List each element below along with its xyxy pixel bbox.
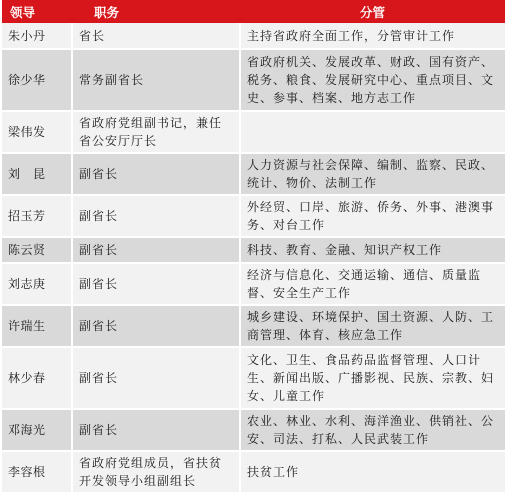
table-row [2, 347, 505, 409]
leader-duties: 经济与信息化、交通运输、通信、质量监督、安全生产工作 [240, 263, 505, 305]
header-name: 领导 [2, 0, 72, 23]
table-row [2, 451, 505, 493]
leader-duties: 扶贫工作 [240, 451, 505, 493]
leader-name: 招玉芳 [2, 195, 72, 237]
leader-name: 邓海光 [2, 409, 72, 451]
leader-name: 林少春 [2, 347, 72, 409]
leader-duties: 人力资源与社会保障、编制、监察、民政、统计、物价、法制工作 [240, 153, 505, 195]
table-header-row [2, 0, 505, 23]
leader-name: 徐少华 [2, 49, 72, 111]
table-row [2, 111, 505, 153]
leader-position: 副省长 [72, 153, 240, 195]
leader-position: 省政府党组成员，省扶贫开发领导小组副组长 [72, 451, 240, 493]
leader-duties: 科技、教育、金融、知识产权工作 [240, 237, 505, 263]
table-row [2, 237, 505, 263]
leaders-table-container [2, 0, 505, 498]
table-row [2, 409, 505, 451]
leader-position: 副省长 [72, 195, 240, 237]
header-position: 职务 [72, 0, 240, 23]
leader-position: 省政府党组副书记，兼任省公安厅厅长 [72, 111, 240, 153]
leader-duties: 省政府机关、发展改革、财政、国有资产、税务、粮食、发展研究中心、重点项目、文史、参事、档案、地方志工作 [240, 49, 505, 111]
leader-position: 副省长 [72, 305, 240, 347]
leader-position: 副省长 [72, 263, 240, 305]
leader-duties: 农业、林业、水利、海洋渔业、供销社、公安、司法、打私、人民武装工作 [240, 409, 505, 451]
leader-name: 刘志庚 [2, 263, 72, 305]
leader-name: 朱小丹 [2, 23, 72, 49]
leader-duties: 主持省政府全面工作，分管审计工作 [240, 23, 505, 49]
table-row [2, 49, 505, 111]
leader-duties: 文化、卫生、食品药品监督管理、人口计生、新闻出版、广播影视、民族、宗教、妇女、儿童工作 [240, 347, 505, 409]
table-row [2, 263, 505, 305]
leader-position: 省长 [72, 23, 240, 49]
header-duties: 分管 [240, 0, 505, 23]
table-row [2, 153, 505, 195]
table-row [2, 195, 505, 237]
leader-duties: 外经贸、口岸、旅游、侨务、外事、港澳事务、对台工作 [240, 195, 505, 237]
leader-duties [240, 111, 505, 153]
leader-position: 副省长 [72, 347, 240, 409]
leader-name: 李容根 [2, 451, 72, 493]
table-row [2, 23, 505, 49]
leader-position: 副省长 [72, 409, 240, 451]
leader-position: 副省长 [72, 237, 240, 263]
leader-name: 许瑞生 [2, 305, 72, 347]
leader-position: 常务副省长 [72, 49, 240, 111]
leaders-duties-table [2, 0, 505, 494]
leader-name: 梁伟发 [2, 111, 72, 153]
leader-name: 陈云贤 [2, 237, 72, 263]
table-row [2, 305, 505, 347]
leader-name: 刘 昆 [2, 153, 72, 195]
leader-duties: 城乡建设、环境保护、国土资源、人防、工商管理、体育、核应急工作 [240, 305, 505, 347]
